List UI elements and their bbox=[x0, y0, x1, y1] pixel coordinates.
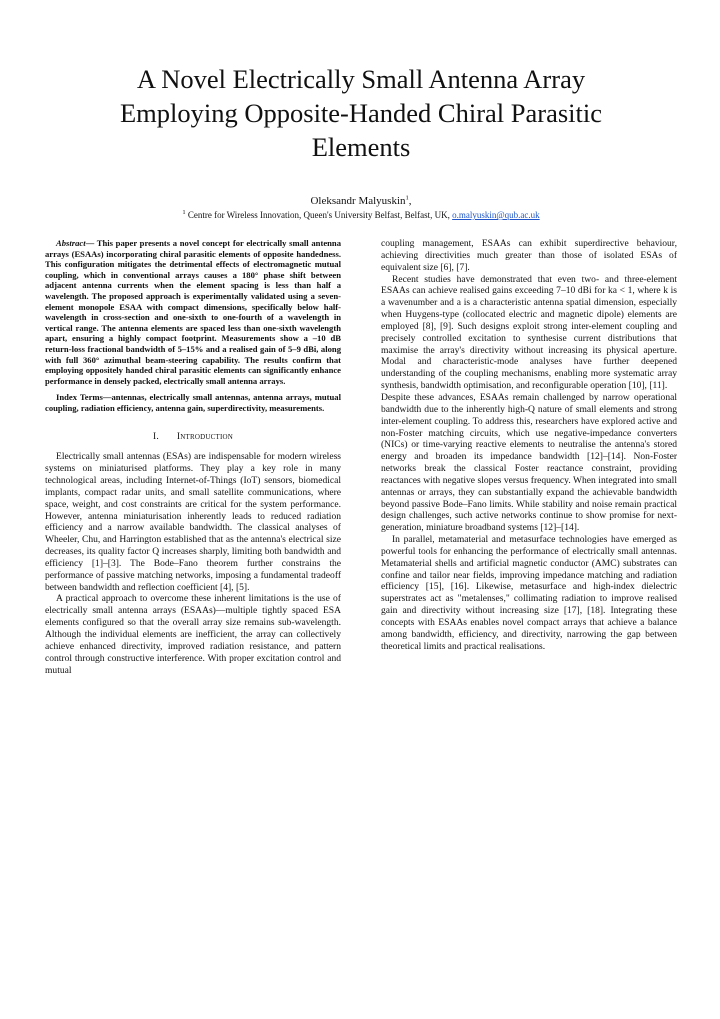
abstract-dash: — bbox=[85, 238, 97, 248]
section-heading bbox=[45, 432, 341, 444]
affiliation-superscript: 1 bbox=[182, 209, 186, 216]
section-number: I. bbox=[152, 431, 159, 442]
right-column bbox=[381, 238, 677, 676]
author-tail: , bbox=[408, 195, 412, 207]
author-superscript: 1 bbox=[405, 194, 409, 202]
affiliation-line bbox=[45, 209, 677, 221]
left-column bbox=[45, 238, 341, 676]
abstract-text: This paper presents a novel concept for electrically small antenna arrays (ESAAs) incorporating chiral parasitic elements of opposite handedness. This configuration mitigates the detrimental effects of electromagnetic mutual coupling, which in conventional arrays causes a 180° phase shift between adjacent antenna currents when the element spacing is less than half a wavelength. The proposed approach is experimentally validated using a seven-element monopole ESAA with compact dimensions, specifically below half-wavelength in cross-section and one-sixth to one-fourth of a wavelength in vertical range. The antenna elements are spaced less than one-sixth wavelength apart, ensuring a highly compact footprint. Measurements show a –10 dB return-loss fractional bandwidth of 5–15% and a realised gain of 5–9 dBi, along with full 360° azimuthal beam-steering capability. The results confirm that employing oppositely handed chiral parasitic elements can significantly enhance performance in densely packed, electrically small antenna arrays. bbox=[45, 238, 341, 386]
intro-paragraph-5: Despite these advances, ESAAs remain challenged by narrow operational bandwidth due to the inherently high-Q nature of small elements and strong inter-element coupling. To address this, researchers have explored active and non-Foster matching circuits, which use negative-impedance converters (NICs) or time-varying reactive elements to neutralise the antenna's stored energy and broaden its impedance bandwidth [12]–[14]. Non-Foster networks break the classical Foster reactance constraint, providing reactances with negative slopes versus frequency. When integrated into small antennas or arrays, they can substantially expand the achievable bandwidth beyond passive Bode–Fano limits. While stability and noise remain practical design challenges, such active networks continue to show promise for next-generation, miniature broadband systems [12]–[14]. bbox=[381, 391, 677, 534]
intro-paragraph-3: coupling management, ESAAs can exhibit superdirective behaviour, achieving directivities much greater than those of isolated ESAs of equivalent size [6], [7]. bbox=[381, 238, 677, 273]
affiliation-text: Centre for Wireless Innovation, Queen's University Belfast, Belfast, UK, bbox=[185, 210, 453, 220]
intro-paragraph-2: A practical approach to overcome these inherent limitations is the use of electrically small antenna arrays (ESAAs)—multiple tightly spaced ESA elements configured so that the overall array size remains sub-wavelength. Although the individual elements are inefficient, the array can collectively achieve enhanced directivity, improved radiation resistance, and pattern control through constructive interference. With proper excitation control and mutual bbox=[45, 593, 341, 676]
author-line bbox=[45, 194, 677, 208]
intro-paragraph-4: Recent studies have demonstrated that even two- and three-element ESAAs can achieve realised gains exceeding 7–10 dBi for ka < 1, where k is a wavenumber and a is a characteristic antenna spatial dimension, especially when Huygens-type (collocated electric and magnetic dipole) elements are employed [8], [9]. Such designs exploit strong inter-element coupling and precisely controlled excitation to synthesise current distributions that maximise the array's directivity without increasing its physical aperture. Modal and characteristic-mode analyses have further deepened understanding of the coupling mechanisms, enabling more systematic array synthesis, bandwidth optimisation, and reconfigurable operation [10], [11]. bbox=[381, 273, 677, 392]
index-terms: Index Terms—antennas, electrically small antennas, antenna arrays, mutual coupling, radiation efficiency, antenna gain, superdirectivity, measurements. bbox=[45, 392, 341, 413]
paper-title: A Novel Electrically Small Antenna Array Employing Opposite-Handed Chiral Parasitic Elements bbox=[119, 64, 603, 162]
abstract-label: Abstract bbox=[56, 238, 86, 248]
abstract bbox=[45, 238, 341, 386]
intro-paragraph-1: Electrically small antennas (ESAs) are indispensable for modern wireless systems on miniaturised platforms. They play a key role in many technological areas, including Internet-of-Things (IoT) sensors, biomedical implants, compact radar units, and small satellite communications, where space, weight, and cost constraints are critical for the system performance. However, antenna miniaturisation inherently leads to reduced radiation efficiency and a narrow available bandwidth. The classical analyses of Wheeler, Chu, and Harrington established that as the antenna's electrical size decreases, its quality factor Q increases sharply, limiting both bandwidth and efficiency [1]–[3]. The Bode–Fano theorem further constrains the performance of passive matching networks, imposing a fundamental tradeoff between bandwidth and reflection coefficient [4], [5]. bbox=[45, 451, 341, 593]
intro-paragraph-6: In parallel, metamaterial and metasurface technologies have emerged as powerful tools for enhancing the performance of electrically small antennas. Metamaterial shells and artificial magnetic conductor (AMC) substrates can confine and tailor near fields, improving impedance matching and radiation efficiency [15], [16]. Likewise, metasurface and high-index dielectric superstrates act as "metalenses," collimating radiation to improve realised gain and directivity without increasing size [17], [18]. Integrating these concepts with ESAAs enables novel compact arrays that achieve a balance among bandwidth, efficiency, and directivity, narrowing the gap between theoretical limits and practical realisations. bbox=[381, 534, 677, 652]
author-name: Oleksandr Malyuskin bbox=[310, 195, 406, 207]
author-email-link[interactable]: o.malyuskin@qub.ac.uk bbox=[452, 210, 540, 220]
two-column-body bbox=[45, 238, 677, 676]
section-title: Introduction bbox=[176, 431, 234, 442]
